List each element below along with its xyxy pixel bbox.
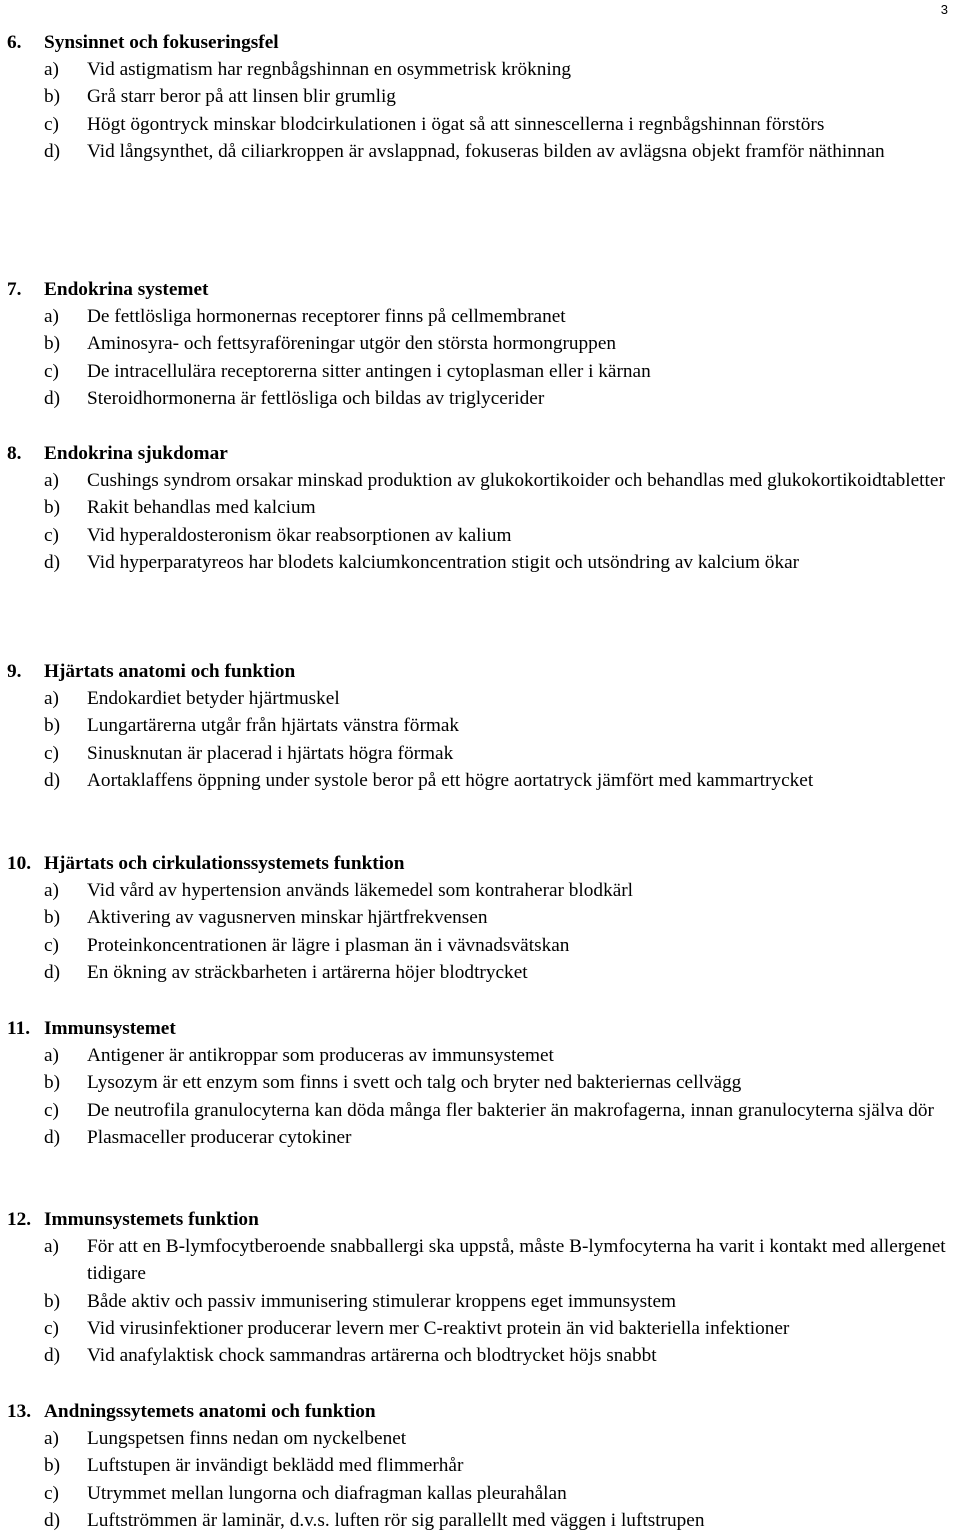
option-letter: d) xyxy=(44,551,61,573)
option-list xyxy=(7,1425,955,1534)
question-title: Synsinnet och fokuseringsfel xyxy=(44,32,279,53)
question-block xyxy=(7,440,955,576)
option-letter: a) xyxy=(44,1045,59,1067)
option-text: De neutrofila granulocyterna kan döda många fler bakterier än makrofagerna, innan granulocyterna själva dör xyxy=(87,1099,934,1121)
option-letter: a) xyxy=(44,1428,59,1450)
option-letter: b) xyxy=(44,1072,61,1094)
option-text: Proteinkoncentrationen är lägre i plasman än i vävnadsvätskan xyxy=(87,934,570,956)
question-heading xyxy=(7,440,955,467)
option-list xyxy=(7,56,955,165)
question-block xyxy=(7,658,955,794)
option-item xyxy=(7,549,955,576)
option-item xyxy=(7,1042,955,1069)
option-letter: b) xyxy=(44,1290,61,1312)
option-text: Luftstupen är invändigt beklädd med flimmerhår xyxy=(87,1455,464,1477)
question-heading xyxy=(7,1206,955,1233)
question-block xyxy=(7,1398,955,1534)
question-title: Endokrina systemet xyxy=(44,279,209,300)
option-item xyxy=(7,1233,955,1287)
question-number: 6. xyxy=(7,32,22,53)
option-item xyxy=(7,83,955,110)
option-text: Aminosyra- och fettsyraföreningar utgör den största hormongruppen xyxy=(87,333,617,355)
option-letter: c) xyxy=(44,360,59,382)
question-number: 12. xyxy=(7,1209,32,1230)
option-letter: b) xyxy=(44,333,61,355)
question-heading xyxy=(7,658,955,685)
option-letter: c) xyxy=(44,1482,59,1504)
option-item xyxy=(7,1507,955,1534)
option-item xyxy=(7,1480,955,1507)
option-item xyxy=(7,712,955,739)
question-number: 13. xyxy=(7,1401,32,1422)
option-item xyxy=(7,1315,955,1342)
option-letter: d) xyxy=(44,1345,61,1367)
option-item xyxy=(7,904,955,931)
option-letter: b) xyxy=(44,86,61,108)
question-block xyxy=(7,276,955,412)
option-letter: c) xyxy=(44,934,59,956)
option-text: Cushings syndrom orsakar minskad produktion av glukokortikoider och behandlas med glukokortikoidtabletter xyxy=(87,470,945,492)
option-letter: d) xyxy=(44,387,61,409)
question-title: Andningssytemets anatomi och funktion xyxy=(44,1401,376,1422)
option-letter: b) xyxy=(44,715,61,737)
option-letter: c) xyxy=(44,742,59,764)
option-item xyxy=(7,932,955,959)
option-letter: d) xyxy=(44,140,61,162)
option-letter: b) xyxy=(44,1455,61,1477)
option-text: De fettlösliga hormonernas receptorer finns på cellmembranet xyxy=(87,306,566,328)
option-text: Antigener är antikroppar som produceras av immunsystemet xyxy=(87,1045,554,1067)
question-number: 7. xyxy=(7,279,22,300)
option-list xyxy=(7,467,955,576)
option-list xyxy=(7,877,955,986)
option-list xyxy=(7,685,955,794)
question-heading xyxy=(7,1015,955,1042)
option-letter: a) xyxy=(44,1236,59,1258)
question-title: Hjärtats och cirkulationssystemets funktion xyxy=(44,853,405,874)
option-text: Utrymmet mellan lungorna och diafragman kallas pleurahålan xyxy=(87,1482,567,1504)
option-letter: a) xyxy=(44,306,59,328)
option-text: För att en B-lymfocytberoende snabballergi ska uppstå, måste B-lymfocyterna ha varit i kontakt med allergenet tidigare xyxy=(87,1236,946,1285)
option-text: Både aktiv och passiv immunisering stimulerar kroppens eget immunsystem xyxy=(87,1290,677,1312)
option-letter: b) xyxy=(44,497,61,519)
question-number: 9. xyxy=(7,661,22,682)
option-item xyxy=(7,494,955,521)
option-item xyxy=(7,522,955,549)
question-title: Hjärtats anatomi och funktion xyxy=(44,661,296,682)
option-list xyxy=(7,1233,955,1369)
question-heading xyxy=(7,29,955,56)
option-letter: c) xyxy=(44,1099,59,1121)
question-title: Immunsystemets funktion xyxy=(44,1209,259,1230)
option-text: Vid virusinfektioner producerar levern mer C-reaktivt protein än vid bakteriella infektioner xyxy=(87,1317,790,1339)
option-text: Lungspetsen finns nedan om nyckelbenet xyxy=(87,1428,407,1450)
option-item xyxy=(7,1069,955,1096)
option-item xyxy=(7,56,955,83)
option-text: En ökning av sträckbarheten i artärerna höjer blodtrycket xyxy=(87,961,528,983)
question-heading xyxy=(7,850,955,877)
option-text: Högt ögontryck minskar blodcirkulationen i ögat så att sinnescellerna i regnbågshinnan förstörs xyxy=(87,113,825,135)
option-text: Endokardiet betyder hjärtmuskel xyxy=(87,688,340,710)
option-text: Vid vård av hypertension används läkemedel som kontraherar blodkärl xyxy=(87,880,634,902)
question-block xyxy=(7,1015,955,1151)
option-item xyxy=(7,685,955,712)
option-item xyxy=(7,1342,955,1369)
option-text: Steroidhormonerna är fettlösliga och bildas av triglycerider xyxy=(87,387,545,409)
option-text: Lungartärerna utgår från hjärtats vänstra förmak xyxy=(87,715,460,737)
option-list xyxy=(7,1042,955,1151)
option-letter: a) xyxy=(44,470,59,492)
option-item xyxy=(7,138,955,165)
option-letter: d) xyxy=(44,1509,61,1531)
option-item xyxy=(7,467,955,494)
option-letter: d) xyxy=(44,961,61,983)
option-text: Sinusknutan är placerad i hjärtats högra förmak xyxy=(87,742,454,764)
question-title: Immunsystemet xyxy=(44,1018,176,1039)
option-letter: d) xyxy=(44,769,61,791)
option-text: De intracellulära receptorerna sitter antingen i cytoplasman eller i kärnan xyxy=(87,360,651,382)
option-item xyxy=(7,1124,955,1151)
question-number: 8. xyxy=(7,443,22,464)
question-heading xyxy=(7,1398,955,1425)
option-text: Vid långsynthet, då ciliarkroppen är avslappnad, fokuseras bilden av avlägsna objekt framför näthinnan xyxy=(87,140,885,162)
option-text: Luftströmmen är laminär, d.v.s. luften rör sig parallellt med väggen i luftstrupen xyxy=(87,1509,705,1531)
option-text: Lysozym är ett enzym som finns i svett och talg och bryter ned bakteriernas cellvägg xyxy=(87,1072,742,1094)
option-item xyxy=(7,1425,955,1452)
option-text: Aktivering av vagusnerven minskar hjärtfrekvensen xyxy=(87,907,488,929)
option-letter: b) xyxy=(44,907,61,929)
option-item xyxy=(7,330,955,357)
option-item xyxy=(7,1452,955,1479)
option-text: Vid hyperparatyreos har blodets kalciumkoncentration stigit och utsöndring av kalcium ökar xyxy=(87,551,800,573)
option-item xyxy=(7,959,955,986)
option-item xyxy=(7,358,955,385)
option-text: Aortaklaffens öppning under systole beror på ett högre aortatryck jämfört med kammartrycket xyxy=(87,769,814,791)
option-text: Plasmaceller producerar cytokiner xyxy=(87,1126,352,1148)
question-block xyxy=(7,29,955,165)
option-letter: a) xyxy=(44,59,59,81)
option-item xyxy=(7,1097,955,1124)
option-letter: c) xyxy=(44,524,59,546)
question-title: Endokrina sjukdomar xyxy=(44,443,228,464)
option-text: Grå starr beror på att linsen blir grumlig xyxy=(87,86,396,108)
option-item xyxy=(7,767,955,794)
question-block xyxy=(7,850,955,986)
option-letter: a) xyxy=(44,688,59,710)
option-list xyxy=(7,303,955,412)
option-text: Vid hyperaldosteronism ökar reabsorptionen av kalium xyxy=(87,524,512,546)
option-text: Vid astigmatism har regnbågshinnan en osymmetrisk krökning xyxy=(87,59,572,81)
option-letter: a) xyxy=(44,880,59,902)
option-item xyxy=(7,385,955,412)
option-item xyxy=(7,111,955,138)
question-number: 11. xyxy=(7,1018,31,1039)
option-letter: c) xyxy=(44,1317,59,1339)
option-item xyxy=(7,877,955,904)
question-block xyxy=(7,1206,955,1369)
option-item xyxy=(7,1288,955,1315)
page-number: 3 xyxy=(940,2,948,17)
question-heading xyxy=(7,276,955,303)
option-item xyxy=(7,303,955,330)
option-text: Rakit behandlas med kalcium xyxy=(87,497,316,519)
option-letter: d) xyxy=(44,1126,61,1148)
question-number: 10. xyxy=(7,853,32,874)
option-item xyxy=(7,740,955,767)
option-letter: c) xyxy=(44,113,59,135)
option-text: Vid anafylaktisk chock sammandras artärerna och blodtrycket höjs snabbt xyxy=(87,1345,657,1367)
